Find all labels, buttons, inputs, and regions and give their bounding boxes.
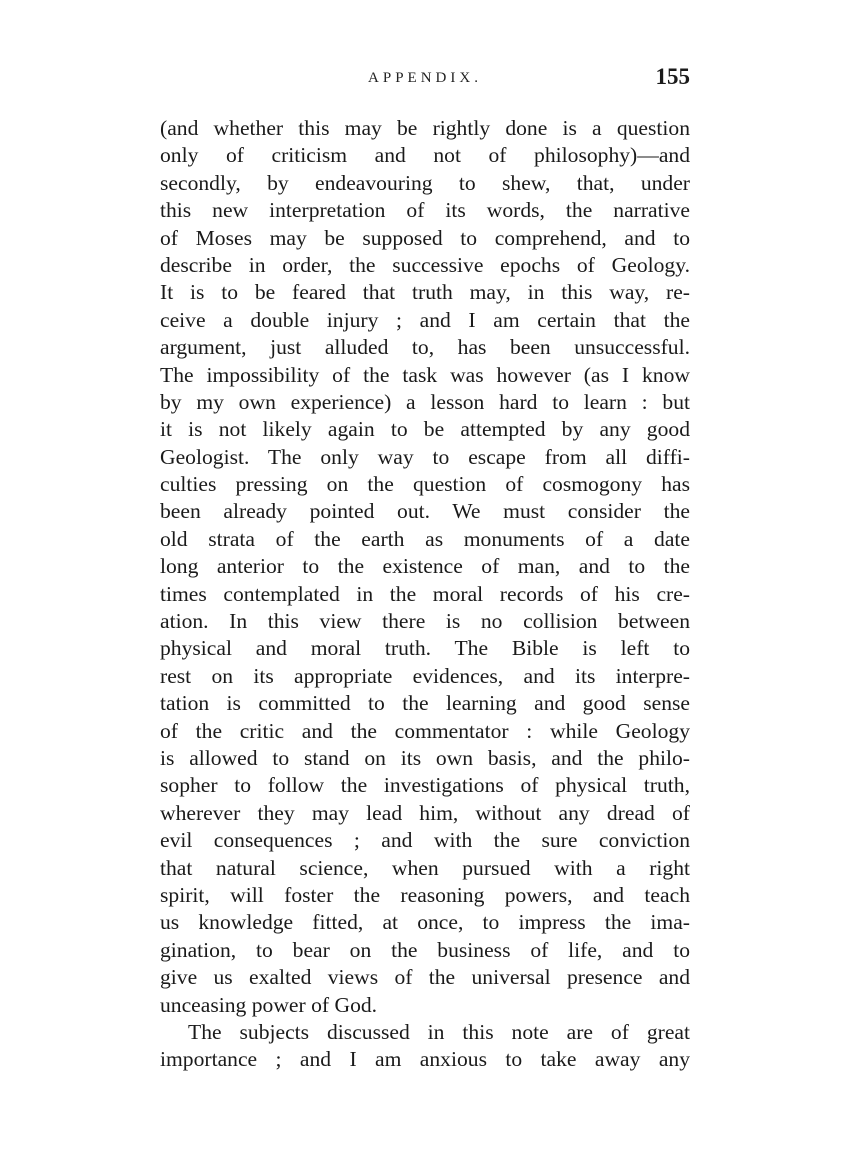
- text-line: Geologist. The only way to escape from all diffi-: [160, 444, 690, 469]
- text-line: gination, to bear on the business of life, and to: [160, 937, 690, 962]
- text-line: secondly, by endeavouring to shew, that, under: [160, 170, 690, 195]
- running-title: APPENDIX.: [368, 70, 482, 86]
- text-line: old strata of the earth as monuments of a date: [160, 526, 690, 551]
- text-line: been already pointed out. We must consider the: [160, 499, 690, 524]
- text-line: it is not likely again to be attempted by any good: [160, 417, 690, 442]
- text-line: It is to be feared that truth may, in this way, re-: [160, 280, 690, 305]
- body-text: [160, 115, 690, 1074]
- text-line: long anterior to the existence of man, and to the: [160, 554, 690, 579]
- text-line: wherever they may lead him, without any dread of: [160, 800, 690, 825]
- text-line: unceasing power of God.: [160, 992, 378, 1017]
- text-line: sopher to follow the investigations of physical truth,: [160, 773, 690, 798]
- text-line: tation is committed to the learning and good sense: [160, 691, 690, 716]
- text-line: The subjects discussed in this note are of great: [188, 1019, 690, 1044]
- text-line: by my own experience) a lesson hard to learn : but: [160, 389, 690, 414]
- running-head: [160, 64, 690, 96]
- text-line: this new interpretation of its words, the narrative: [160, 198, 690, 223]
- text-line: give us exalted views of the universal presence and: [160, 965, 690, 990]
- text-line: culties pressing on the question of cosmogony has: [160, 472, 690, 497]
- text-line: ation. In this view there is no collision between: [160, 609, 690, 634]
- text-line: only of criticism and not of philosophy)—and: [160, 143, 690, 168]
- text-line: argument, just alluded to, has been unsuccessful.: [160, 335, 690, 360]
- text-line: importance ; and I am anxious to take away any: [160, 1047, 690, 1072]
- text-line: that natural science, when pursued with a right: [160, 855, 690, 880]
- text-line: evil consequences ; and with the sure conviction: [160, 828, 690, 853]
- text-line: ceive a double injury ; and I am certain that the: [160, 307, 690, 332]
- page-number: 155: [655, 64, 690, 89]
- text-line: of the critic and the commentator : while Geology: [160, 718, 690, 743]
- text-line: times contemplated in the moral records of his cre-: [160, 581, 690, 606]
- text-line: (and whether this may be rightly done is a question: [160, 116, 690, 140]
- text-line: describe in order, the successive epochs of Geology.: [160, 252, 690, 277]
- text-line: rest on its appropriate evidences, and its interpre-: [160, 663, 690, 688]
- text-line: The impossibility of the task was however (as I know: [160, 362, 690, 387]
- text-line: spirit, will foster the reasoning powers, and teach: [160, 882, 690, 907]
- text-line: physical and moral truth. The Bible is left to: [160, 636, 690, 661]
- text-line: us knowledge fitted, at once, to impress the ima-: [160, 910, 690, 935]
- text-line: is allowed to stand on its own basis, and the philo-: [160, 745, 690, 770]
- text-line: of Moses may be supposed to comprehend, and to: [160, 225, 690, 250]
